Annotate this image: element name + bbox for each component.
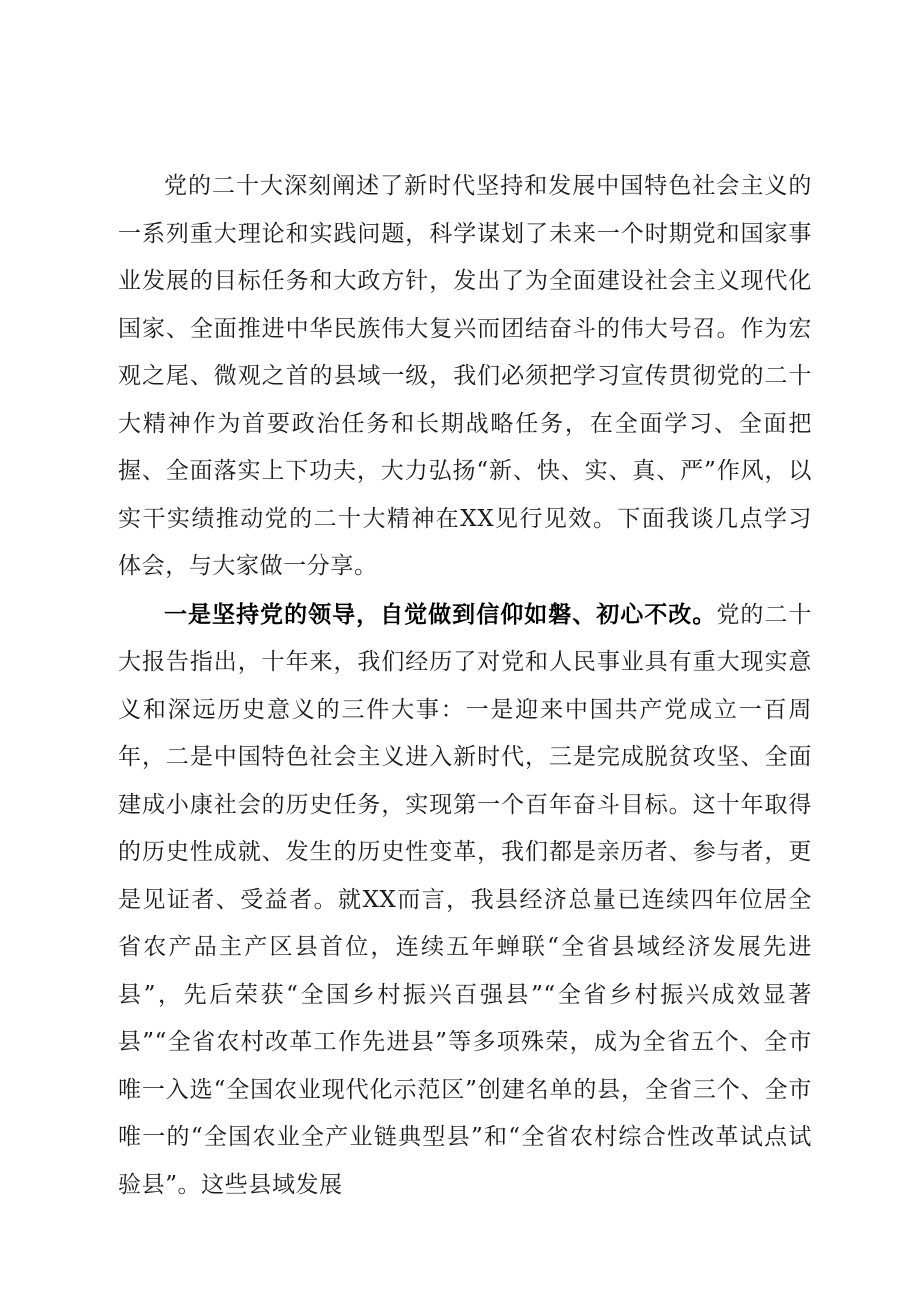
paragraph-1-text: 党的二十大深刻阐述了新时代坚持和发展中国特色社会主义的一系列重大理论和实践问题，科学谋划了未来一个时期党和国家事业发展的目标任务和大政方针，发出了为全面建设社会主义现代化国家、全面推进中华民族伟大复兴而团结奋斗的伟大号召。作为宏观之尾、微观之首的县域一级，我们必须把学习宣传贯彻党的二十大精神作为首要政治任务和长期战略任务，在全面学习、全面把握、全面落实上下功夫，大力弘扬“新、快、实、真、严”作风，以实干实绩推动党的二十大精神在XX见行见效。下面我谈几点学习体会，与大家做一分享。 <box>118 173 812 579</box>
paragraph-2-text: 党的二十大报告指出，十年来，我们经历了对党和人民事业具有重大现实意义和深远历史意义的三件大事：一是迎来中国共产党成立一百周年，二是中国特色社会主义进入新时代，三是完成脱贫攻坚、全面建成小康社会的历史任务，实现第一个百年奋斗目标。这十年取得的历史性成就、发生的历史性变革，我们都是亲历者、参与者，更是见证者、受益者。就XX而言，我县经济总量已连续四年位居全省农产品主产区县首位，连续五年蝉联“全省县域经济发展先进县”，先后荣获“全国乡村振兴百强县”“全省乡村振兴成效显著县”“全省农村改革工作先进县”等多项殊荣，成为全省五个、全市唯一入选“全国农业现代化示范区”创建名单的县，全省三个、全市唯一的“全国农业全产业链典型县”和“全省农村综合性改革试点试验县”。这些县域发展 <box>118 601 812 1198</box>
document-body <box>118 162 812 1209</box>
paragraph-1 <box>118 162 812 591</box>
paragraph-2-lead: 一是坚持党的领导，自觉做到信仰如磐、初心不改。 <box>164 600 717 628</box>
paragraph-2 <box>118 591 812 1210</box>
